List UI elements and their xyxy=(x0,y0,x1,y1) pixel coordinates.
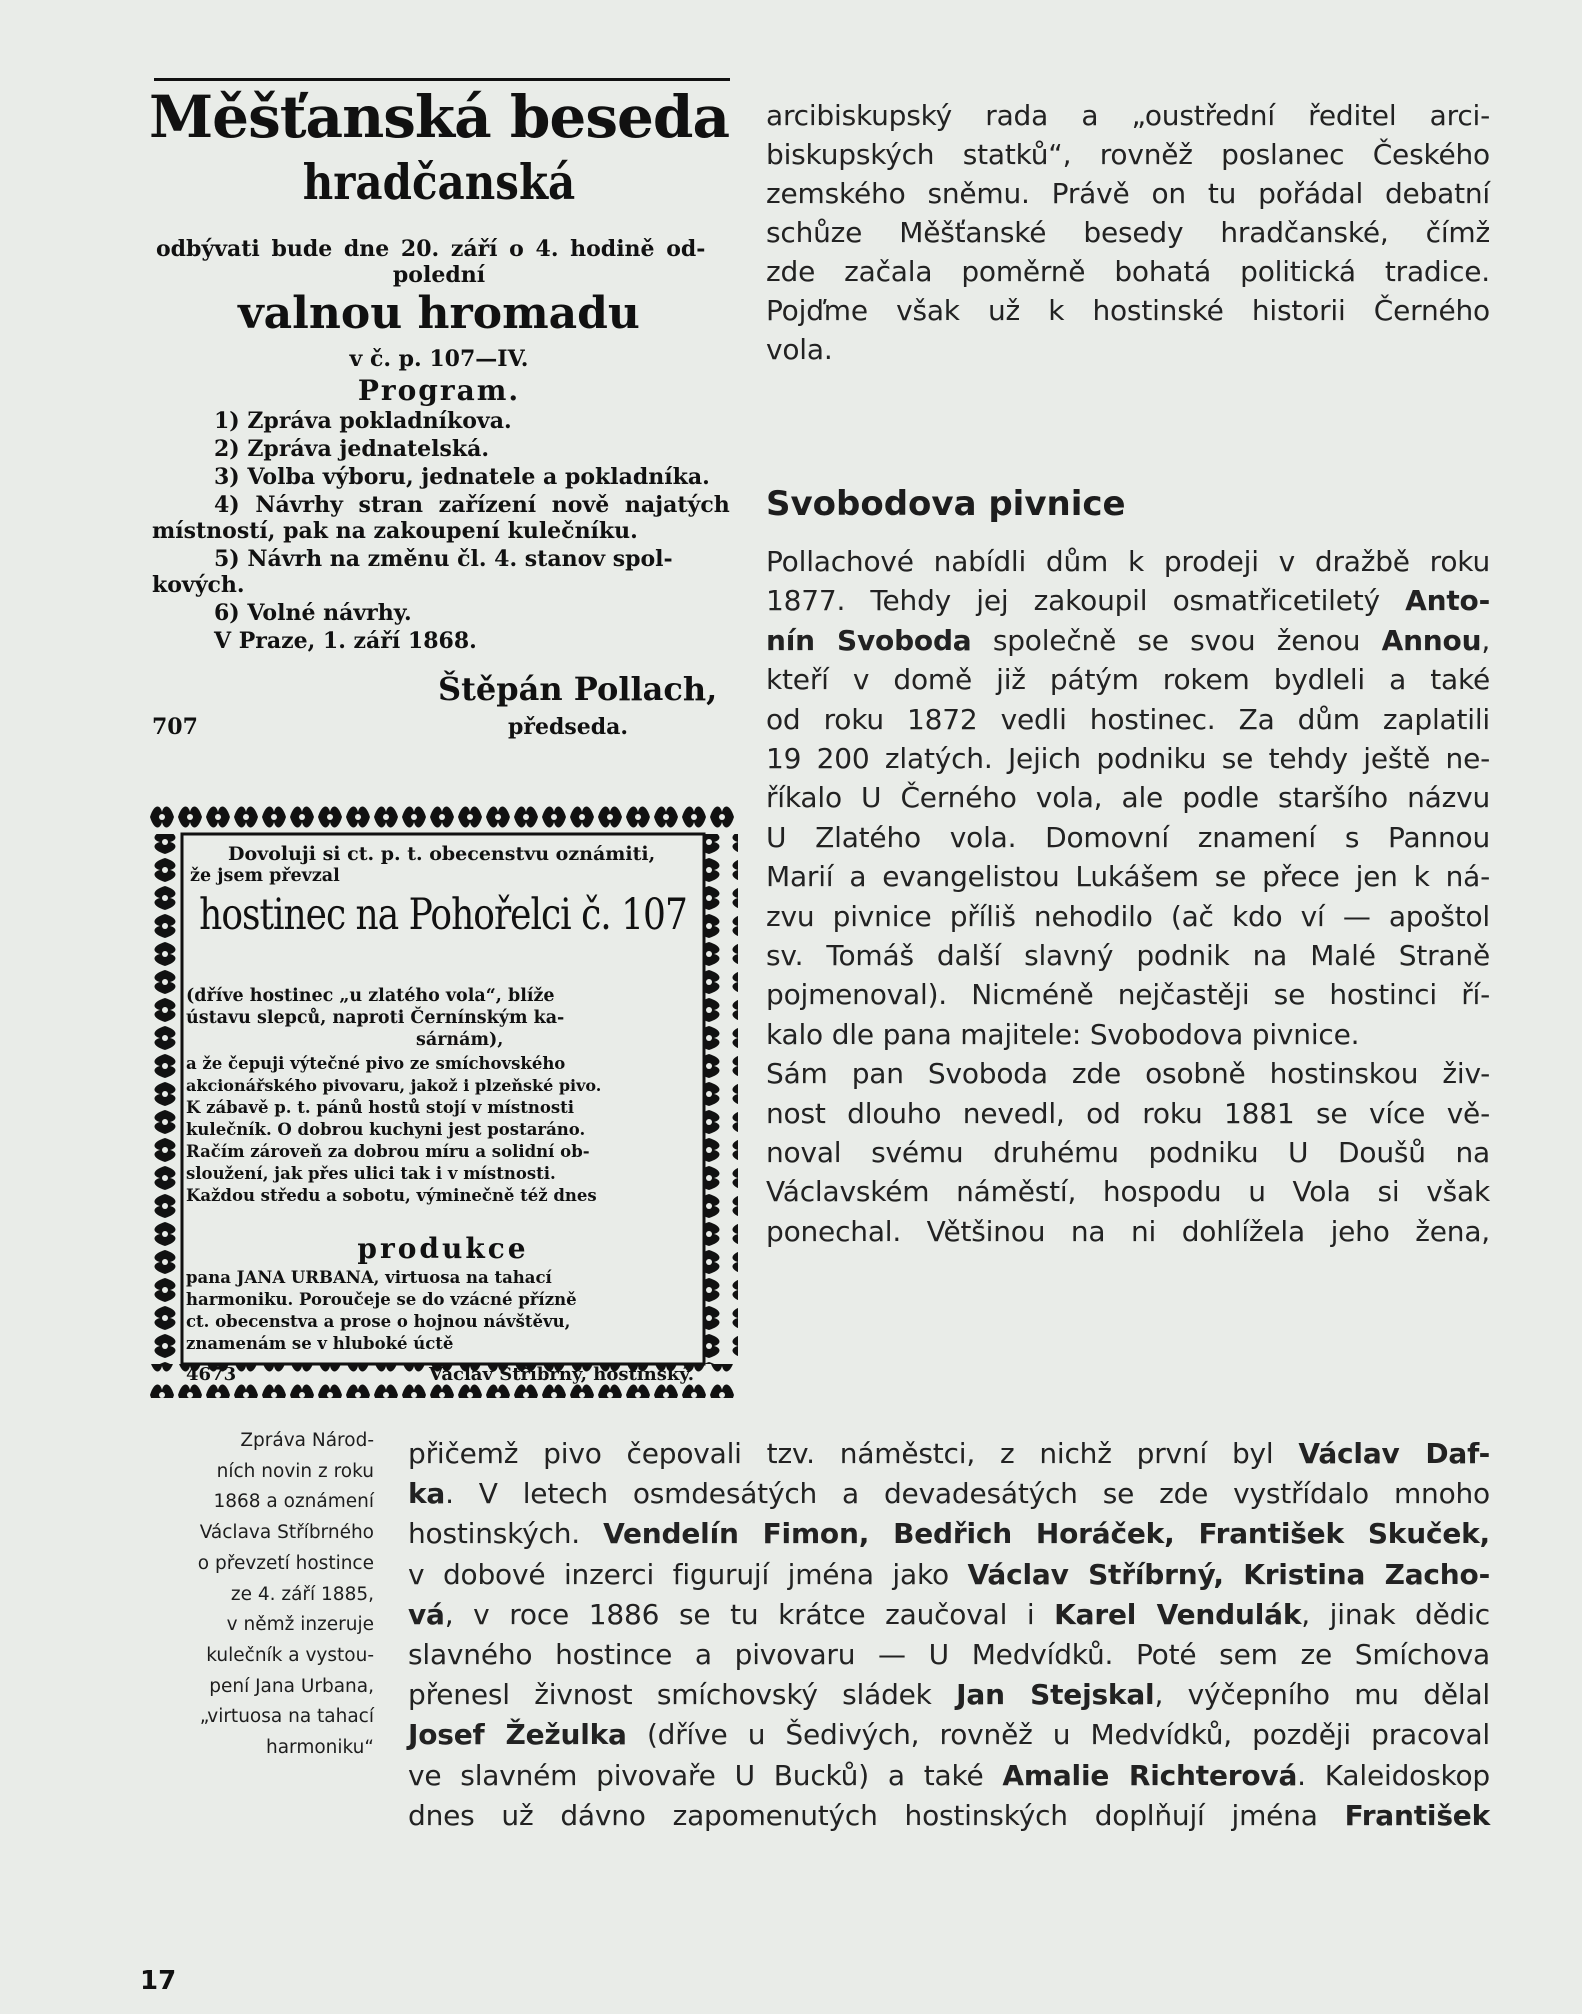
ad-body-line: znamenám se v hluboké úctě xyxy=(186,1334,454,1353)
bold-name: Jan Stejskal xyxy=(956,1678,1155,1712)
text-span: říkalo U Černého vola, ale podle staršího názvu xyxy=(766,781,1490,815)
ad-body-line: (dříve hostinec „u zlatého vola“, blíže xyxy=(186,986,555,1006)
text-span: dnes už dávno zapomenutých hostinských doplňují jména xyxy=(408,1798,1345,1832)
clipping-program-item: 6) Volné návrhy. xyxy=(214,600,412,626)
text-span: zemského sněmu. Právě on tu pořádal debatní xyxy=(766,177,1490,210)
text-line xyxy=(766,897,1490,937)
clipping-subtitle: hradčanská xyxy=(302,154,576,211)
text-span: Pojďme však už k hostinské historii Černého xyxy=(766,294,1490,327)
text-span: vola. xyxy=(766,333,833,366)
text-line xyxy=(766,857,1490,897)
text-line xyxy=(408,1514,1490,1554)
text-span: přičemž pivo čepovali tzv. náměstci, z nichž první byl xyxy=(408,1437,1299,1470)
clipping-program-item: 3) Volba výboru, jednatele a pokladníka. xyxy=(214,464,710,490)
text-line xyxy=(766,291,1490,331)
newspaper-clipping-beseda xyxy=(148,78,730,758)
text-span: schůze Měšťanské besedy hradčanské, čímž xyxy=(766,216,1490,249)
ad-intro-line: Dovoluji si ct. p. t. obecenstvu oznámiti, xyxy=(228,843,656,865)
caption-line: o převzetí hostince xyxy=(197,1552,374,1574)
text-span: ve slavném pivovaře U Bucků) a také xyxy=(408,1758,1003,1792)
caption-line: harmoniku“ xyxy=(265,1737,374,1759)
caption-line: v němž inzeruje xyxy=(226,1614,374,1636)
text-line xyxy=(766,1094,1490,1134)
clipping-line: polední xyxy=(392,262,486,288)
clipping-role: předseda. xyxy=(508,714,629,740)
bold-name: Karel Vendulák xyxy=(1054,1597,1302,1631)
caption-line: ních novin z roku xyxy=(216,1460,374,1482)
text-span: . V letech osmdesátých a devadesátých se zde vystřídalo mnoho xyxy=(445,1477,1490,1511)
text-line xyxy=(766,174,1490,214)
text-span: arcibiskupský rada a „oustřední ředitel arci- xyxy=(766,99,1490,132)
clipping-program-item: 1) Zpráva pokladníkova. xyxy=(214,408,512,434)
bold-name: František xyxy=(1344,1798,1490,1832)
text-span: hostinských. xyxy=(408,1517,604,1551)
text-span: společně se svou ženou xyxy=(971,623,1382,657)
clipping-program-item: 4) Návrhy stran zařízení nově najatých xyxy=(214,492,730,518)
text-line xyxy=(408,1555,1490,1595)
text-line xyxy=(408,1474,1490,1514)
text-span: Sám pan Svoboda zde osobně hostinskou živ- xyxy=(766,1057,1490,1091)
ad-headline: hostinec na Pohořelci č. 107 xyxy=(199,890,687,940)
text-span: , výčepního mu dělal xyxy=(1154,1678,1491,1712)
ad-body-line: sárnám), xyxy=(416,1030,504,1050)
bold-name: nín Svoboda xyxy=(766,623,972,657)
text-span: kteří v domě již pátým rokem bydleli a také xyxy=(766,663,1490,697)
text-line xyxy=(766,1054,1490,1094)
clipping-address: v č. p. 107—IV. xyxy=(349,346,529,372)
ad-body-line: K zábavě p. t. pánů hostů stojí v místnosti xyxy=(186,1098,575,1117)
text-span: noval svému druhému podniku U Doušů na xyxy=(766,1136,1490,1169)
caption-line: kulečník a vystou- xyxy=(206,1644,374,1666)
text-span: , xyxy=(1481,623,1491,657)
text-span: Pollachové nabídli dům k prodeji v dražbě roku xyxy=(766,545,1490,578)
text-line xyxy=(766,542,1490,582)
text-span: přenesl živnost smíchovský sládek xyxy=(408,1678,957,1712)
text-span: 1877. Tehdy jej zakoupil osmatřicetiletý xyxy=(766,584,1406,618)
clipping-program-item: místností, pak na zakoupení kulečníku. xyxy=(152,518,638,544)
image-caption xyxy=(150,1426,374,1764)
advertisement-text xyxy=(186,836,700,1385)
text-span: sv. Tomáš další slavný podnik na Malé Straně xyxy=(766,939,1490,972)
clipping-program-item: 5) Návrh na změnu čl. 4. stanov spol- xyxy=(214,546,673,572)
text-line xyxy=(766,581,1490,621)
text-span: kalo dle pana majitele: Svobodova pivnice. xyxy=(766,1017,1360,1051)
text-line xyxy=(766,96,1490,136)
clipping-title: Měšťanská beseda xyxy=(148,83,730,151)
ad-body-line: akcionářského pivovaru, jakož i plzeňské pivo. xyxy=(186,1076,602,1095)
text-line xyxy=(766,213,1490,253)
text-line xyxy=(766,778,1490,818)
bold-name: ka xyxy=(408,1477,446,1511)
text-line xyxy=(408,1796,1490,1836)
text-span: Marií a evangelistou Lukášem se přece jen k ná- xyxy=(766,860,1490,894)
text-line xyxy=(766,1172,1490,1212)
clipping-date: V Praze, 1. září 1868. xyxy=(214,628,477,654)
clipping-program-item: 2) Zpráva jednatelská. xyxy=(214,436,490,462)
clipping-line: odbývati bude dne 20. září o 4. hodině od- xyxy=(156,236,706,262)
page-number: 17 xyxy=(140,1966,177,1996)
text-line xyxy=(766,739,1490,779)
text-span: , v roce 1886 se tu krátce zaučoval i xyxy=(444,1597,1055,1631)
bold-name: Anto- xyxy=(1405,584,1490,618)
text-span: zvu pivnice příliš nehodilo (ač kdo ví — apoštol xyxy=(766,899,1490,933)
text-span: U Zlatého vola. Domovní znamení s Pannou xyxy=(766,820,1490,854)
text-line xyxy=(766,135,1490,175)
text-line xyxy=(766,818,1490,858)
text-span: , jinak dědic xyxy=(1301,1597,1490,1631)
bold-name: Václav Stříbrný, Kristina Zacho- xyxy=(967,1557,1490,1591)
clipping-number: 707 xyxy=(152,714,198,740)
bold-name: Václav Daf- xyxy=(1298,1437,1490,1470)
ad-body-line: sloužení, jak přes ulici tak i v místnosti. xyxy=(186,1164,556,1183)
bold-name: Vendelín Fimon, Bedřich Horáček, František Skuček, xyxy=(603,1517,1490,1551)
text-span: nost dlouho nevedl, od roku 1881 se více vě- xyxy=(766,1096,1490,1130)
clipping-top-rule xyxy=(154,78,730,81)
caption-line: Zpráva Národ- xyxy=(240,1430,374,1451)
ad-intro-line: že jsem převzal xyxy=(190,866,340,886)
text-line xyxy=(408,1675,1490,1715)
text-span: od roku 1872 vedli hostinec. Za dům zaplatili xyxy=(766,702,1490,736)
ad-body-line: Račím zároveň za dobrou míru a solidní ob- xyxy=(186,1142,590,1161)
bold-name: Annou xyxy=(1381,623,1482,657)
text-span: zde začala poměrně bohatá politická tradice. xyxy=(766,255,1490,288)
text-line xyxy=(408,1434,1490,1474)
text-span: (dříve u Šedivých, rovněž u Medvídků, později pracoval xyxy=(626,1718,1490,1752)
ad-body-line: Každou středu a sobotu, výminečně též dnes xyxy=(186,1186,597,1205)
caption-line: pení Jana Urbana, xyxy=(209,1675,374,1697)
ad-body-line: a že čepuji výtečné pivo ze smíchovského xyxy=(186,1054,566,1073)
clipping-big-heading: valnou hromadu xyxy=(238,288,640,339)
bold-name: Josef Žežulka xyxy=(408,1718,627,1752)
text-span: Václavském náměstí, hospodu u Vola si však xyxy=(766,1175,1490,1209)
clipping-program-item: kových. xyxy=(152,572,245,598)
clipping-program-heading: Program. xyxy=(357,374,521,407)
text-span: 19 200 zlatých. Jejich podniku se tehdy ještě ne- xyxy=(766,742,1490,775)
text-span: . Kaleidoskop xyxy=(1297,1758,1490,1792)
ad-signature: Václav Stříbrný, hostinský. xyxy=(429,1364,694,1385)
text-line xyxy=(766,660,1490,700)
text-line xyxy=(408,1715,1490,1755)
ad-body-line: ústavu slepců, naproti Černínským ka- xyxy=(186,1008,565,1028)
text-line xyxy=(766,252,1490,292)
text-line xyxy=(408,1595,1490,1635)
text-line xyxy=(766,330,1490,370)
ad-body-line: pana JANA URBANA, virtuosa na tahací xyxy=(186,1268,552,1287)
clipping-signature: Štěpán Pollach, xyxy=(438,670,718,708)
caption-line: ze 4. září 1885, xyxy=(230,1583,374,1605)
text-line xyxy=(766,621,1490,661)
ad-number: 4673 xyxy=(186,1364,237,1385)
ad-body-line: ct. obecenstva a prose o hojnou návštěvu, xyxy=(186,1312,571,1331)
ad-body-line: kulečník. O dobrou kuchyni jest postaráno. xyxy=(186,1120,586,1139)
text-line xyxy=(766,1015,1490,1055)
text-span: pojmenoval). Nicméně nejčastěji se hostinci ří- xyxy=(766,978,1490,1012)
caption-line: „virtuosa na tahací xyxy=(199,1706,374,1728)
section-heading: Svobodova pivnice xyxy=(766,484,1126,524)
text-span: v dobové inzerci figurují jména jako xyxy=(408,1557,968,1591)
ad-body-line: harmoniku. Poroučeje se do vzácné přízně xyxy=(186,1290,577,1309)
hostinec-advertisement xyxy=(148,800,738,1398)
text-span: ponechal. Většinou na ni dohlížela jeho žena, xyxy=(766,1214,1490,1248)
caption-line: Václava Stříbrného xyxy=(199,1522,374,1544)
ad-produkce-heading: produkce xyxy=(357,1232,529,1265)
text-line xyxy=(408,1756,1490,1796)
text-span: biskupských statků“, rovněž poslanec Českého xyxy=(766,138,1490,171)
text-span: slavného hostince a pivovaru — U Medvídků. Poté sem ze Smíchova xyxy=(408,1638,1490,1671)
bold-name: Amalie Richterová xyxy=(1002,1758,1298,1792)
bold-name: vá xyxy=(408,1597,445,1631)
text-line xyxy=(766,1133,1490,1173)
text-line xyxy=(766,1212,1490,1252)
text-line xyxy=(766,700,1490,740)
text-line xyxy=(766,936,1490,976)
text-line xyxy=(766,975,1490,1015)
caption-line: 1868 a oznámení xyxy=(213,1491,374,1513)
text-line xyxy=(408,1635,1490,1675)
